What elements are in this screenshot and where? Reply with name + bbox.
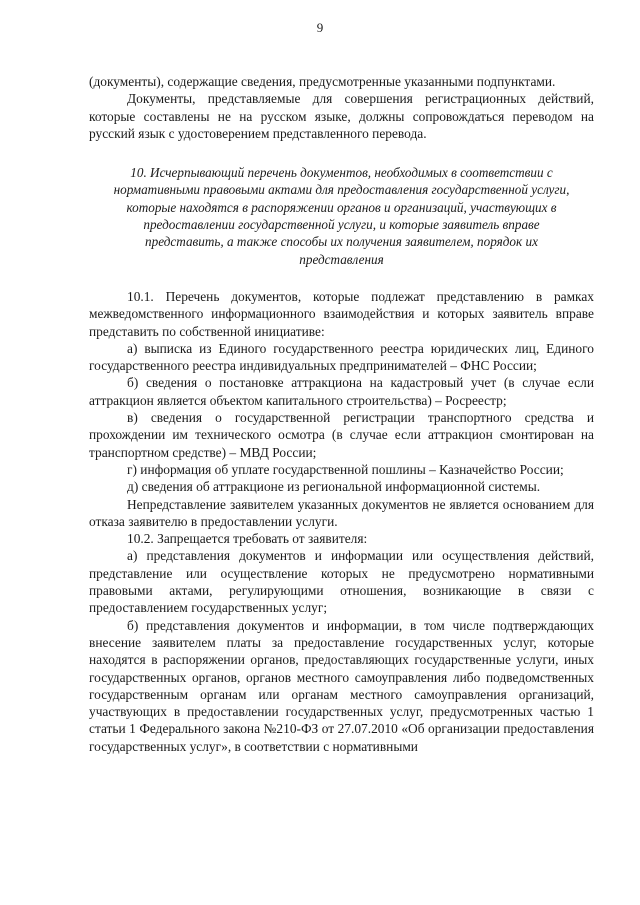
body-paragraph: Непредставление заявителем указанных документов не является основанием для отказа заявителю в предоставлении услуги. [89, 496, 594, 529]
list-item-b: б) сведения о постановке аттракциона на кадастровый учет (в случае если аттракцион является объектом капитального строительства) – Росреестр; [89, 375, 594, 408]
section-heading: 10. Исчерпывающий перечень документов, необходимых в соответствии с нормативными правовыми актами для предоставления государственной услуги, которые находятся в распоряжении органов и организаций, участвующих в предоставлении государственной услуги, и которые заявитель вправе представить, а также способы их получения заявителем, порядок их представления [113, 165, 570, 267]
page-number: 9 [316, 20, 324, 35]
page-content [89, 73, 594, 755]
translation-paragraph: Документы, представляемые для совершения регистрационных действий, которые составлены не на русском языке, должны сопровождаться переводом на русский язык с удостоверением представленного перевода. [89, 91, 594, 141]
list-item-b: б) представления документов и информации, в том числе подтверждающих внесение заявителем платы за предоставление государственных услуг, которые находятся в распоряжении органов, предоставляющих государственные услуги, иных государственных органов, органов местного самоуправления либо подведомственных государственным органам или органам местного самоуправления организаций, участвующих в предоставлении государственных услуг, предусмотренных частью 1 статьи 1 Федерального закона №210-ФЗ от 27.07.2010 «Об организации предоставления государственных услуг», в соответствии с нормативными [89, 617, 594, 754]
body-paragraph: 10.2. Запрещается требовать от заявителя: [127, 531, 368, 547]
list-item-a: а) выписка из Единого государственного реестра юридических лиц, Единого государственного реестра индивидуальных предпринимателей – ФНС России; [89, 340, 594, 374]
list-item-d: д) сведения об аттракционе из региональной информационной системы. [127, 479, 541, 495]
list-item-v: в) сведения о государственной регистрации транспортного средства и прохождении им технического осмотра (в случае если аттракцион смонтирован на транспортном средстве) – МВД России; [89, 410, 594, 460]
list-item-a: а) представления документов и информации или осуществления действий, представление или осуществление которых не предусмотрено нормативными правовыми актами, регулирующими отношения, возникающие в связи с предоставлением государственных услуг; [89, 548, 594, 616]
list-item-g: г) информация об уплате государственной пошлины – Казначейство России; [127, 461, 564, 477]
body-paragraph: 10.1. Перечень документов, которые подлежат представлению в рамках межведомственного информационного взаимодействия и которых заявитель вправе представить по собственной инициативе: [89, 288, 594, 339]
continuation-paragraph: (документы), содержащие сведения, предусмотренные указанными подпунктами. [89, 74, 556, 89]
